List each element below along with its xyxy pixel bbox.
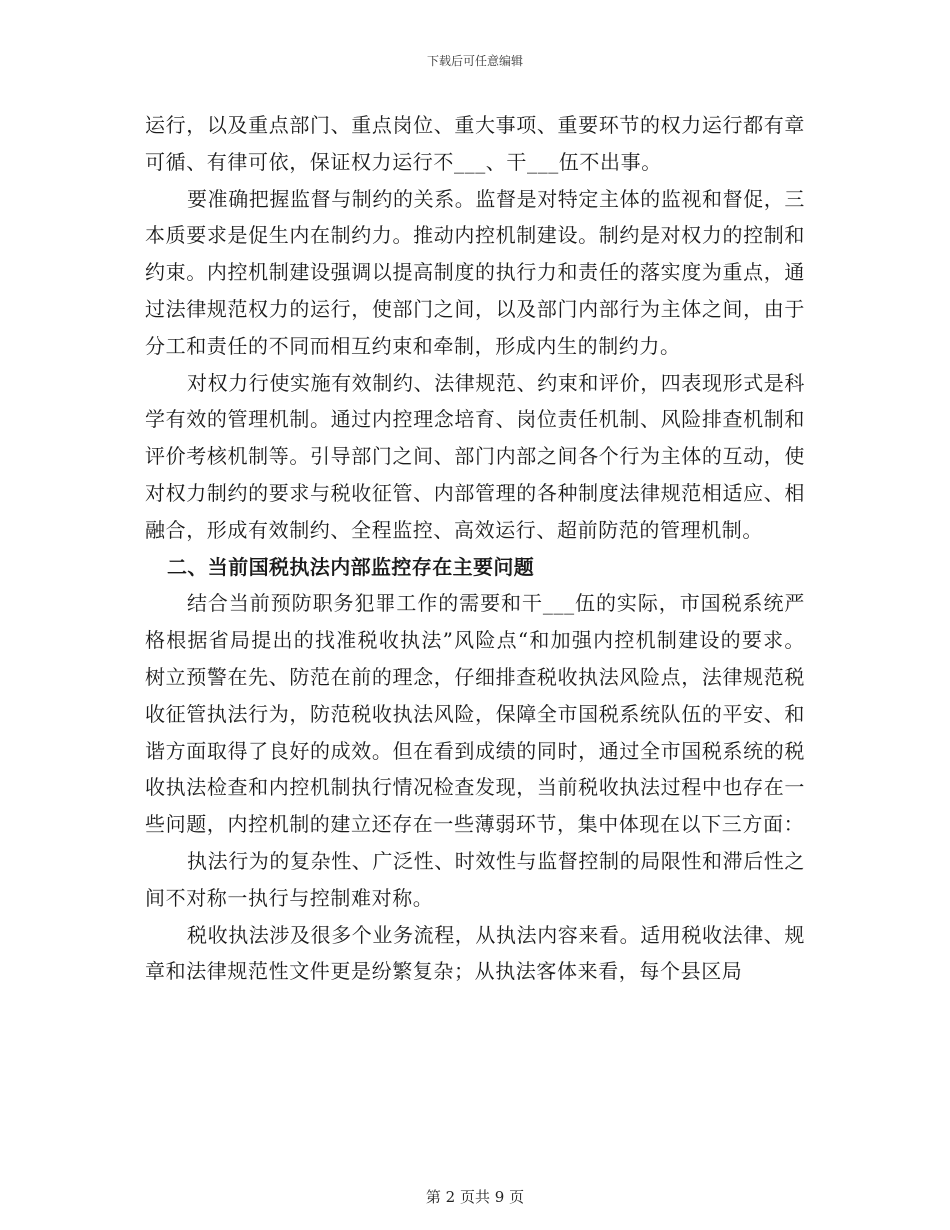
page-number: 第 2 页共 9 页 bbox=[425, 1188, 525, 1206]
paragraph-6: 税收执法涉及很多个业务流程，从执法内容来看。适用税收法律、规章和法律规范性文件更是纷繁复杂；从执法客体来看，每个县区局 bbox=[145, 922, 805, 984]
paragraph-5: 执法行为的复杂性、广泛性、时效性与监督控制的局限性和滞后性之间不对称一执行与控制难对称。 bbox=[145, 848, 805, 910]
page-header: 下载后可任意编辑 bbox=[426, 54, 523, 68]
section-heading: 二、当前国税执法内部监控存在主要问题 bbox=[167, 554, 535, 579]
document-body bbox=[145, 107, 805, 990]
paragraph-2: 要准确把握监督与制约的关系。监督是对特定主体的监视和督促，三本质要求是促生内在制约力。推动内控机制建设。制约是对权力的控制和约束。内控机制建设强调以提高制度的执行力和责任的落实度为重点，通过法律规范权力的运行，使部门之间，以及部门内部行为主体之间，由于分工和责任的不同而相互约束和牵制，形成内生的制约力。 bbox=[145, 186, 805, 358]
paragraph-3: 对权力行使实施有效制约、法律规范、约束和评价，四表现形式是科学有效的管理机制。通过内控理念培育、岗位责任机制、风险排查机制和评价考核机制等。引导部门之间、部门内部之间各个行为主体的互动，使对权力制约的要求与税收征管、内部管理的各种制度法律规范相适应、相融合，形成有效制约、全程监控、高效运行、超前防范的管理机制。 bbox=[145, 370, 805, 542]
paragraph-4: 结合当前预防职务犯罪工作的需要和干___伍的实际，市国税系统严格根据省局提出的找准税收执法”风险点“和加强内控机制建设的要求。树立预警在先、防范在前的理念，仔细排查税收执法风险点，法律规范税收征管执法行为，防范税收执法风险，保障全市国税系统队伍的平安、和谐方面取得了良好的成效。但在看到成绩的同时，通过全市国税系统的税收执法检查和内控机制执行情况检查发现，当前税收执法过程中也存在一些问题，内控机制的建立还存在一些薄弱环节，集中体现在以下三方面： bbox=[145, 591, 805, 837]
paragraph-1: 运行，以及重点部门、重点岗位、重大事项、重要环节的权力运行都有章可循、有律可依，保证权力运行不___、干___伍不出事。 bbox=[145, 113, 805, 174]
